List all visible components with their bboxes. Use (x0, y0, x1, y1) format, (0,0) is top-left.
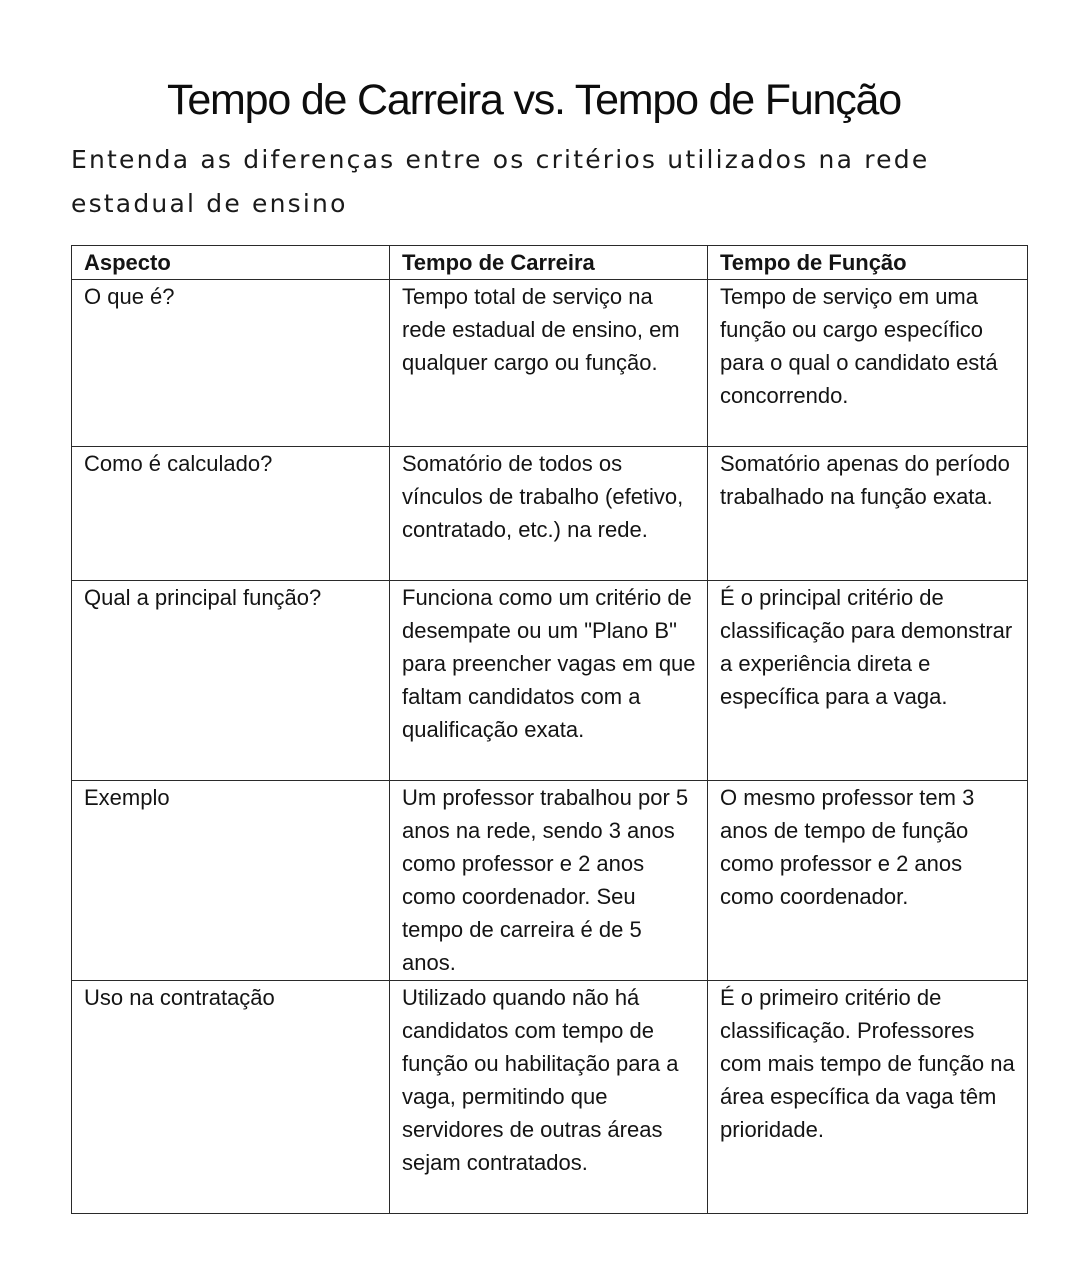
comparison-table (71, 245, 1028, 1214)
header-tempo-de-funcao: Tempo de Função (708, 246, 1028, 280)
header-tempo-de-carreira: Tempo de Carreira (390, 246, 708, 280)
cell-tempo-de-funcao: É o principal critério de classificação para demonstrar a experiência direta e específica para a vaga. (708, 581, 1028, 781)
cell-aspecto: Uso na contratação (72, 981, 390, 1214)
page-subtitle: Entenda as diferenças entre os critérios utilizados na rede estadual de ensino (71, 145, 930, 218)
cell-aspecto: Qual a principal função? (72, 581, 390, 781)
page-title: Tempo de Carreira vs. Tempo de Função (167, 76, 901, 124)
cell-aspecto: Como é calculado? (72, 447, 390, 581)
table-row (72, 981, 1028, 1214)
cell-tempo-de-carreira: Utilizado quando não há candidatos com tempo de função ou habilitação para a vaga, permitindo que servidores de outras áreas sejam contratados. (390, 981, 708, 1214)
cell-tempo-de-carreira: Tempo total de serviço na rede estadual de ensino, em qualquer cargo ou função. (390, 280, 708, 447)
table-row (72, 280, 1028, 447)
cell-aspecto: Exemplo (72, 781, 390, 981)
cell-aspecto: O que é? (72, 280, 390, 447)
cell-tempo-de-carreira: Um professor trabalhou por 5 anos na rede, sendo 3 anos como professor e 2 anos como coordenador. Seu tempo de carreira é de 5 anos. (390, 781, 708, 981)
table-row (72, 447, 1028, 581)
cell-tempo-de-carreira: Funciona como um critério de desempate ou um "Plano B" para preencher vagas em que faltam candidatos com a qualificação exata. (390, 581, 708, 781)
header-aspecto: Aspecto (72, 246, 390, 280)
table-header-row (72, 246, 1028, 280)
cell-tempo-de-funcao: É o primeiro critério de classificação. Professores com mais tempo de função na área específica da vaga têm prioridade. (708, 981, 1028, 1214)
table-row (72, 581, 1028, 781)
cell-tempo-de-funcao: O mesmo professor tem 3 anos de tempo de função como professor e 2 anos como coordenador. (708, 781, 1028, 981)
cell-tempo-de-funcao: Somatório apenas do período trabalhado na função exata. (708, 447, 1028, 581)
table-row (72, 781, 1028, 981)
cell-tempo-de-funcao: Tempo de serviço em uma função ou cargo específico para o qual o candidato está concorrendo. (708, 280, 1028, 447)
cell-tempo-de-carreira: Somatório de todos os vínculos de trabalho (efetivo, contratado, etc.) na rede. (390, 447, 708, 581)
